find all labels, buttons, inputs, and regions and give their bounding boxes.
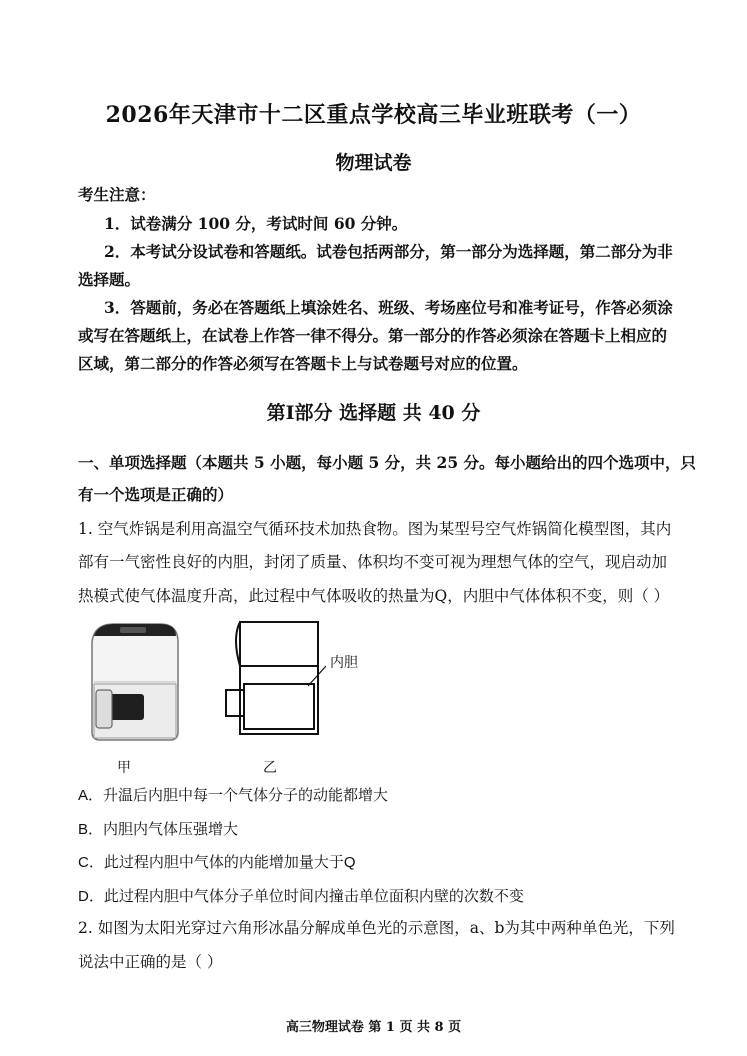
notice-line: 3．答题前，务必在答题纸上填涂姓名、班级、考场座位号和准考证号，作答必须涂 — [104, 298, 673, 317]
question-2-line: 说法中正确的是（ ） — [78, 953, 223, 971]
part-instruction-line: 有一个选项是正确的） — [78, 485, 234, 504]
page-title: 2026年天津市十二区重点学校高三毕业班联考（一） — [105, 102, 642, 128]
question-1-line: 热模式使气体温度升高，此过程中气体吸收的热量为Q，内胆中气体体积不变，则（ ） — [78, 587, 670, 605]
figure-a-caption: 甲 — [117, 760, 131, 776]
page-footer: 高三物理试卷 第 1 页 共 8 页 — [285, 1020, 462, 1035]
question-1-line: 部有一气密性良好的内胆，封闭了质量、体积均不变可视为理想气体的空气，现启动加 — [78, 553, 668, 571]
question-2-line: 2. 如图为太阳光穿过六角形冰晶分解成单色光的示意图，a、b为其中两种单色光，下列 — [78, 919, 675, 937]
notice-line: 1．试卷满分 100 分，考试时间 60 分钟。 — [104, 214, 408, 233]
option-d: D．此过程内胆中气体分子单位时间内撞击单位面积内壁的次数不变 — [78, 888, 524, 905]
notice-line: 或写在答题纸上，在试卷上作答一律不得分。第一部分的作答必须涂在答题卡上相应的 — [78, 326, 668, 345]
option-a: A．升温后内胆中每一个气体分子的动能都增大 — [78, 787, 389, 804]
page-subtitle: 物理试卷 — [335, 152, 412, 174]
part-instruction-line: 一、单项选择题（本题共 5 小题，每小题 5 分，共 25 分。每小题给出的四个选项中，只 — [78, 453, 697, 472]
air-fryer-photo — [84, 620, 184, 745]
question-1-line: 1. 空气炸锅是利用高温空气循环技术加热食物。图为某型号空气炸锅简化模型图，其内 — [78, 520, 672, 538]
notice-line: 选择题。 — [78, 270, 141, 289]
inner-pot-label: 内胆 — [330, 655, 358, 671]
notice-line: 2．本考试分设试卷和答题纸。试卷包括两部分，第一部分为选择题，第二部分为非 — [104, 242, 673, 261]
air-fryer-model-diagram — [218, 614, 326, 744]
notice-heading: 考生注意： — [78, 185, 156, 204]
option-b: B．内胆内气体压强增大 — [78, 821, 239, 838]
option-c: C．此过程内胆中气体的内能增加量大于Q — [78, 854, 356, 871]
section-heading: 第Ⅰ部分 选择题 共 40 分 — [266, 402, 481, 424]
figure-b-caption: 乙 — [263, 760, 277, 776]
notice-line: 区域，第二部分的作答必须写在答题卡上与试卷题号对应的位置。 — [78, 354, 528, 373]
